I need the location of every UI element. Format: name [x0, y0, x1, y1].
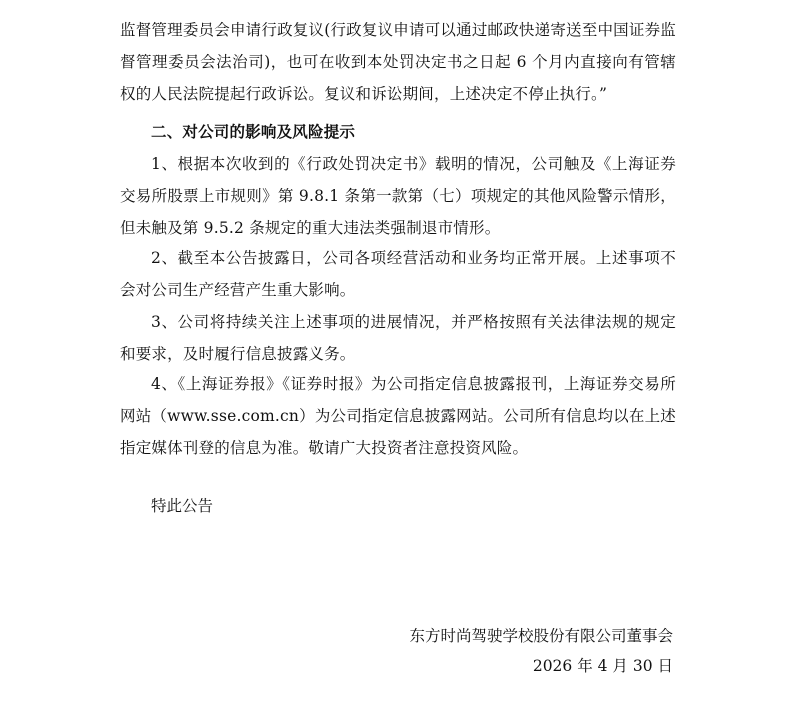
- list-item-4: 4、《上海证券报》《证券时报》为公司指定信息披露报刊，上海证券交易所网站（www.sse.com.cn）为公司指定信息披露网站。公司所有信息均以在上述指定媒体刊登的信息为准。敬请广大投资者注意投资风险。: [120, 375, 676, 457]
- list-item-2: 2、截至本公告披露日，公司各项经营活动和业务均正常开展。上述事项不会对公司生产经营产生重大影响。: [120, 249, 676, 299]
- closing-statement: 特此公告: [151, 497, 214, 515]
- intro-paragraph: 监督管理委员会申请行政复议(行政复议申请可以通过邮政快递寄送至中国证券监督管理委员会法治司)，也可在收到本处罚决定书之日起 6 个月内直接向有管辖权的人民法院提起行政诉讼。复议和诉讼期间，上述决定不停止执行。”: [120, 21, 676, 103]
- list-item-3: 3、公司将持续关注上述事项的进展情况，并严格按照有关法律法规的规定和要求，及时履行信息披露义务。: [120, 313, 676, 363]
- signature-date: 2026 年 4 月 30 日: [532, 657, 673, 675]
- signature-company: 东方时尚驾驶学校股份有限公司董事会: [409, 627, 673, 645]
- section-heading: 二、对公司的影响及风险提示: [151, 122, 356, 141]
- list-item-1: 1、根据本次收到的《行政处罚决定书》载明的情况，公司触及《上海证券交易所股票上市规则》第 9.8.1 条第一款第（七）项规定的其他风险警示情形，但未触及第 9.5.2 条规定的重大违法类强制退市情形。: [120, 155, 676, 237]
